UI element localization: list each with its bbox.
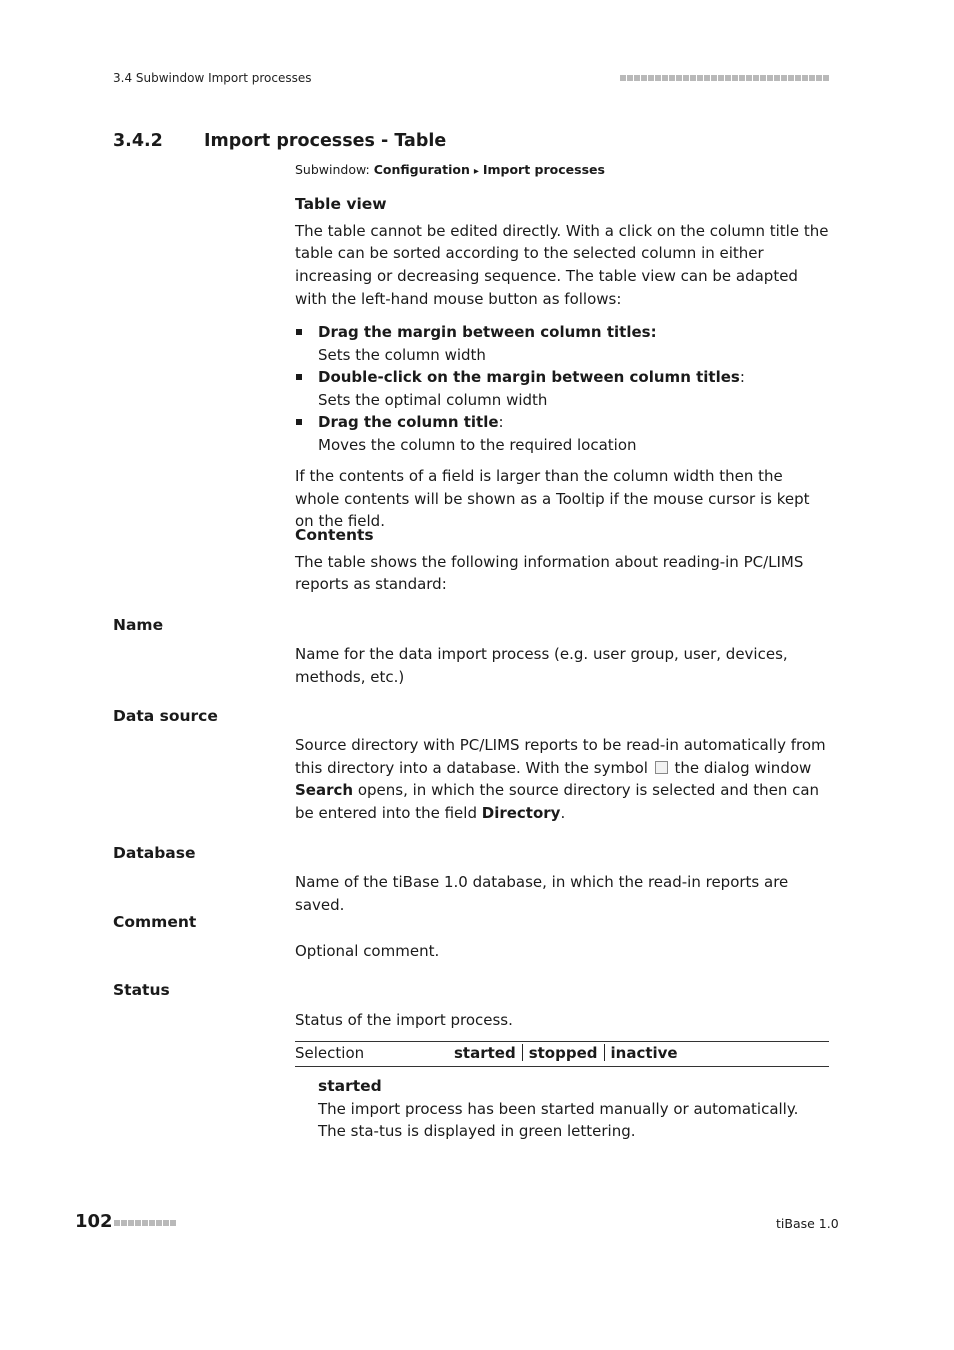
subwindow-path: Subwindow: Configuration ▸ Import processes [295,162,605,177]
list-item: Drag the column title: Moves the column to the required location [295,411,830,456]
contents-heading: Contents [295,526,374,544]
folder-icon [655,761,668,774]
started-desc: The import process has been started manually or automatically. The sta-tus is displayed in green lettering. [318,1099,799,1140]
desc-data-source: Source directory with PC/LIMS reports to be read-in automatically from this directory into a database. With the symbol the dialog window Search opens, in which the source directory is selected and then can be entered into the field Directory. [295,736,826,823]
term-database: Database [113,844,196,862]
separator [604,1044,605,1061]
desc-status: Status of the import process. [295,1011,513,1029]
footer-decoration [114,1220,176,1226]
desc-name: Name for the data import process (e.g. user group, user, devices, methods, etc.) [295,645,788,686]
page-number: 102 [75,1211,113,1232]
list-item: Double-click on the margin between column titles: Sets the optimal column width [295,366,830,411]
arrow-icon: ▸ [473,166,479,177]
tooltip-note: If the contents of a field is larger than the column width then the whole contents will be shown as a Tooltip if the mouse cursor is kept on the field. [295,467,810,531]
term-status: Status [113,981,170,999]
selection-values: started stopped inactive [454,1044,678,1062]
selection-row [295,1041,829,1067]
term-name: Name [113,616,164,634]
path-configuration: Configuration [373,162,470,177]
desc-comment: Optional comment. [295,942,440,960]
section-title: Import processes - Table [204,131,447,151]
bullet-list [295,321,830,456]
contents-intro: The table shows the following information about reading-in PC/LIMS reports as standard: [295,552,804,594]
section-heading [113,131,446,151]
contents-block [295,524,830,596]
term-data-source: Data source [113,707,218,725]
selection-label: Selection [295,1044,365,1062]
running-header: 3.4 Subwindow Import processes [113,71,312,85]
list-item: Drag the margin between column titles: Sets the column width [295,321,830,366]
started-block [318,1075,830,1143]
desc-database: Name of the tiBase 1.0 database, in which the read-in reports are saved. [295,873,789,914]
term-comment: Comment [113,913,197,931]
table-view-block [295,193,830,311]
header-decoration [620,75,829,81]
table-view-intro: The table cannot be edited directly. With a click on the column title the table can be sorted according to the selected column in either increasing or decreasing sequence. The table view can be adapted with the left-hand mouse button as follows: [295,221,829,308]
section-number: 3.4.2 [113,131,163,151]
started-heading: started [318,1077,382,1095]
table-view-heading: Table view [295,195,387,213]
footer-product: tiBase 1.0 [776,1216,839,1231]
path-import-processes: Import processes [482,162,605,177]
separator [522,1044,523,1061]
